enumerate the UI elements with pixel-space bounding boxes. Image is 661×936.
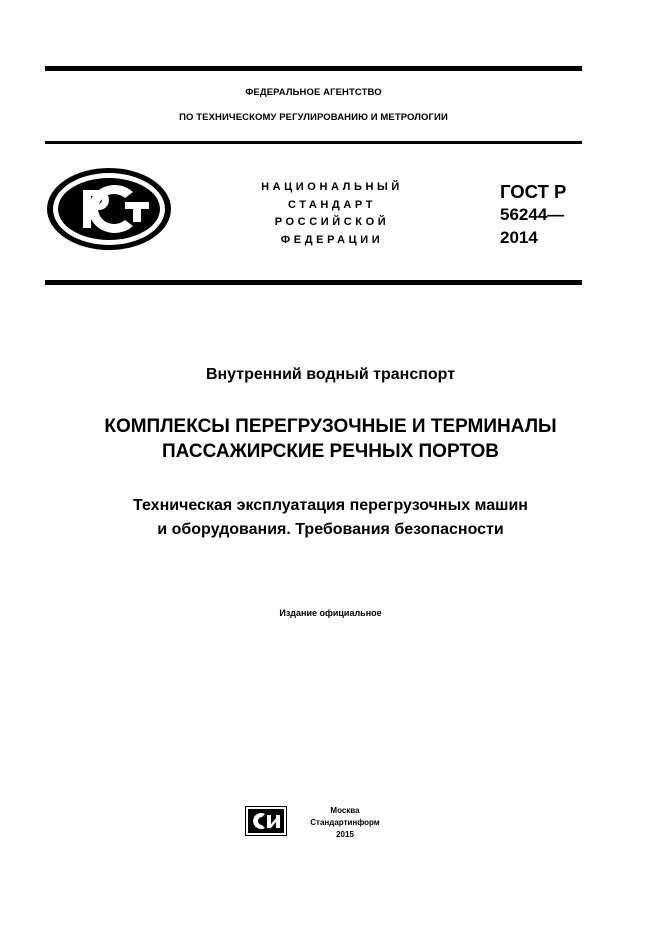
publisher-city: Москва xyxy=(330,806,360,815)
national-line: ФЕДЕРАЦИИ xyxy=(280,233,384,246)
rst-logo-icon xyxy=(45,166,173,252)
document-subtitle: Внутренний водный транспорт xyxy=(205,366,456,383)
publisher-name: Стандартинформ xyxy=(310,818,380,827)
agency-line-1: ФЕДЕРАЛЬНОЕ АГЕНТСТВО xyxy=(245,87,382,98)
title-line-2: ПАССАЖИРСКИЕ РЕЧНЫХ ПОРТОВ xyxy=(161,441,499,462)
gost-designation xyxy=(500,180,566,249)
national-line: НАЦИОНАЛЬНЫЙ xyxy=(261,181,403,193)
title-line-1: КОМПЛЕКСЫ ПЕРЕГРУЗОЧНЫЕ И ТЕРМИНАЛЫ xyxy=(104,416,557,437)
publisher-info xyxy=(305,805,385,841)
document-title xyxy=(0,414,661,464)
gost-label: ГОСТ Р xyxy=(500,181,567,202)
document-description xyxy=(0,494,661,542)
header-rule xyxy=(45,141,582,144)
national-standard-label xyxy=(232,179,432,249)
publisher-year: 2015 xyxy=(336,830,354,839)
desc-line-2: и оборудования. Требования безопасности xyxy=(157,521,504,538)
gost-year: 2014 xyxy=(500,228,538,247)
desc-line-1: Техническая эксплуатация перегрузочных машин xyxy=(133,497,528,514)
gost-number: 56244— xyxy=(500,205,565,224)
agency-line-2: ПО ТЕХНИЧЕСКОМУ РЕГУЛИРОВАНИЮ И МЕТРОЛОГИИ xyxy=(179,112,448,123)
standard-block-rule xyxy=(45,280,582,285)
top-rule xyxy=(45,66,582,71)
national-line: СТАНДАРТ xyxy=(287,198,377,211)
edition-note: Издание официальное xyxy=(279,608,382,618)
standartinform-logo-icon xyxy=(245,806,287,836)
national-line: РОССИЙСКОЙ xyxy=(274,216,390,228)
